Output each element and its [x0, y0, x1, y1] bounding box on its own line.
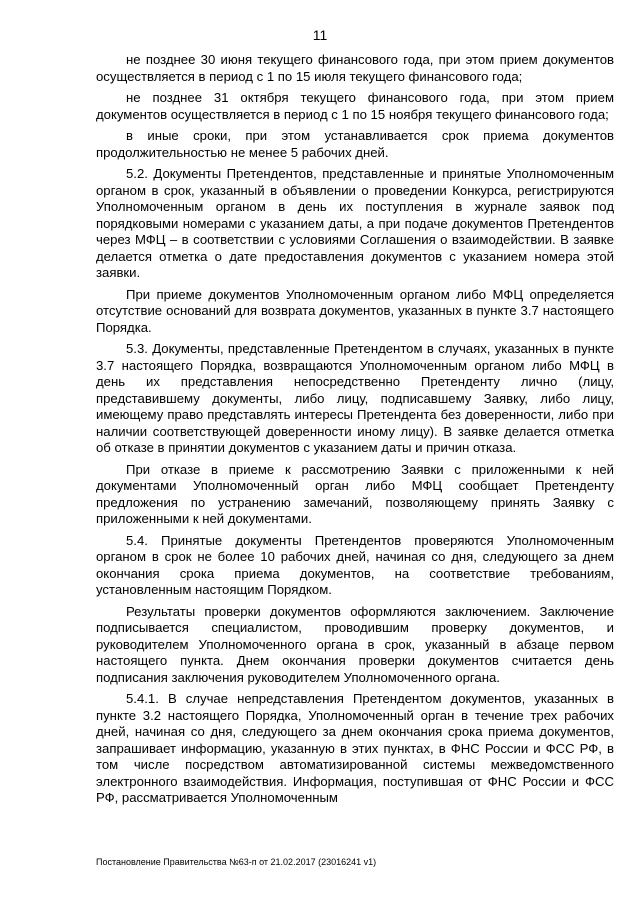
page-number: 11	[312, 27, 328, 43]
paragraph: При отказе в приеме к рассмотрению Заявки с приложенными к ней документами Уполномоченный орган либо МФЦ сообщает Претенденту предложения по устранению замечаний, позволяющему принять Заявку с приложенными к ней документами.	[96, 461, 614, 526]
document-body	[96, 52, 614, 812]
document-footer: Постановление Правительства №63-п от 21.02.2017 (23016241 v1)	[96, 857, 377, 867]
paragraph: 5.4. Принятые документы Претендентов проверяются Уполномоченным органом в срок не более 10 рабочих дней, начиная со дня, следующего за днем окончания срока приема документов, на соответствие требованиям, установленным настоящим Порядком.	[96, 532, 614, 597]
paragraph: в иные сроки, при этом устанавливается срок приема документов продолжительностью не менее 5 рабочих дней.	[96, 128, 614, 160]
paragraph: При приеме документов Уполномоченным органом либо МФЦ определяется отсутствие оснований для возврата документов, указанных в пункте 3.7 настоящего Порядка.	[96, 286, 614, 335]
paragraph: Результаты проверки документов оформляются заключением. Заключение подписывается специалистом, проводившим проверку документов, и руководителем Уполномоченного органа в срок, указанный в абзаце первом настоящего пункта. Днем окончания проверки документов считается день подписания заключения руководителем Уполномоченного органа.	[96, 603, 614, 685]
paragraph: 5.4.1. В случае непредставления Претендентом документов, указанных в пункте 3.2 настоящего Порядка, Уполномоченный орган в течение трех рабочих дней, начиная со дня, следующего за днем окончания срока приема документов, запрашивает информацию, указанную в этих пунктах, в ФНС России и ФСС РФ, в том числе посредством автоматизированной системы межведомственного электронного взаимодействия. Информация, поступившая от ФНС России и ФСС РФ, рассматривается Уполномоченным	[96, 691, 614, 805]
paragraph: не позднее 31 октября текущего финансового года, при этом прием документов осуществляется в период с 1 по 15 ноября текущего финансового года;	[96, 90, 614, 122]
paragraph: 5.2. Документы Претендентов, представленные и принятые Уполномоченным органом в срок, указанный в объявлении о проведении Конкурса, регистрируются Уполномоченным органом в день их поступления в журнале заявок под порядковыми номерами с указанием даты, а при подаче документов Претендентов через МФЦ – в соответствии с условиями Соглашения о взаимодействии. В заявке делается отметка о дате предоставления документов с указанием номера этой заявки.	[96, 166, 614, 280]
paragraph: 5.3. Документы, представленные Претендентом в случаях, указанных в пункте 3.7 настоящего Порядка, возвращаются Уполномоченным органом либо МФЦ в день их представления непосредственно Претенденту лично (лицу, представившему документы, либо лицу, подписавшему Заявку, либо лицу, имеющему право представлять интересы Претендента без доверенности, либо при наличии соответствующей доверенности иному лицу). В заявке делается отметка об отказе в принятии документов с указанием даты и причин отказа.	[96, 341, 614, 455]
paragraph: не позднее 30 июня текущего финансового года, при этом прием документов осуществляется в период с 1 по 15 июля текущего финансового года;	[96, 52, 614, 84]
